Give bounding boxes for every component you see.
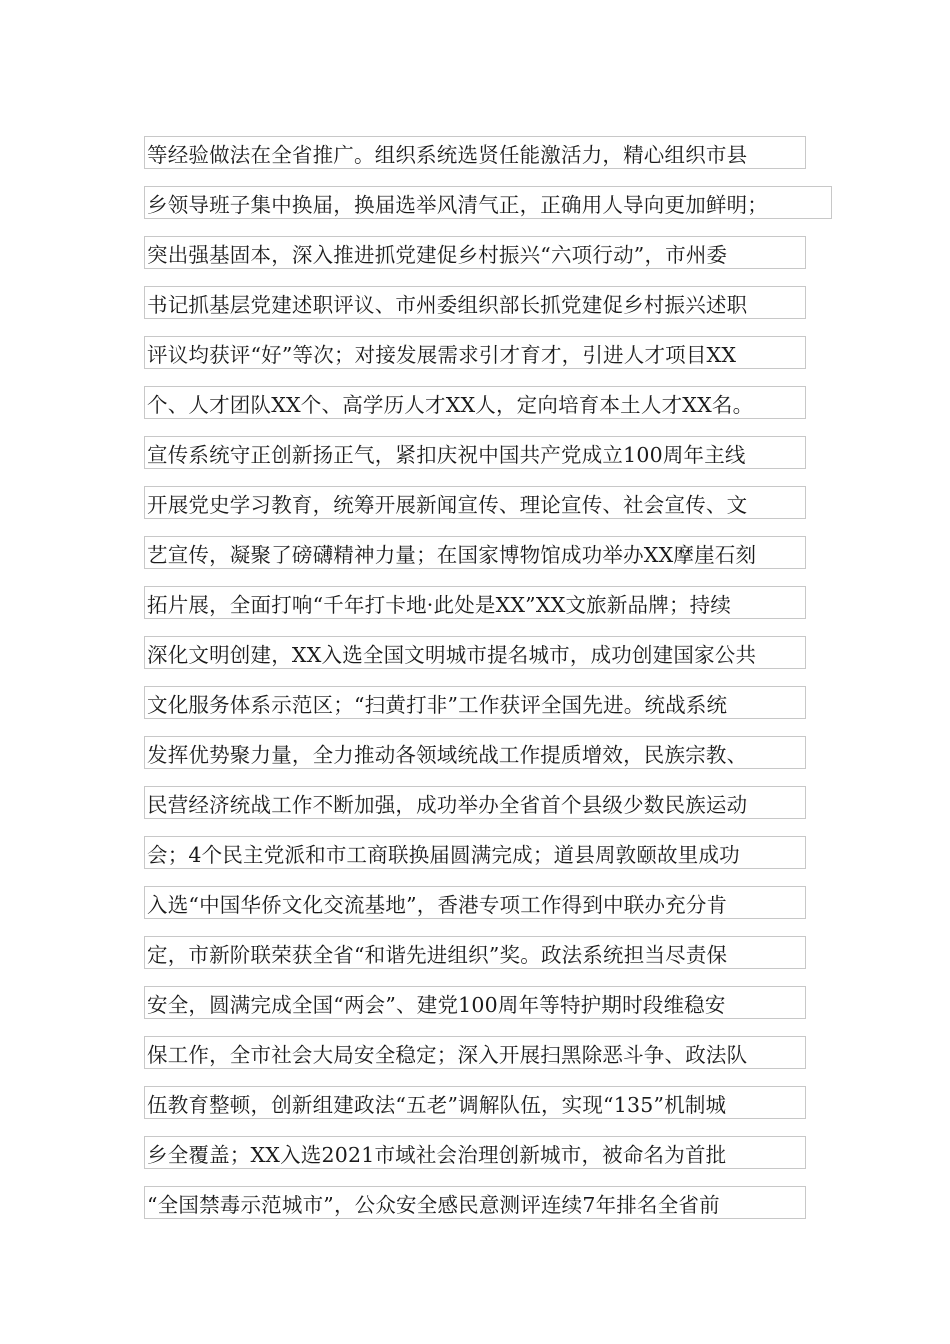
text-line: [144, 1178, 844, 1228]
body-text: [144, 128, 844, 1228]
text-line-content: 伍教育整顿，创新组建政法“五老”调解队伍，实现“135”机制城: [144, 1086, 806, 1119]
text-line-content: 书记抓基层党建述职评议、市州委组织部长抓党建促乡村振兴述职: [144, 286, 806, 319]
text-line: [144, 578, 844, 628]
text-line: [144, 1028, 844, 1078]
text-line: [144, 778, 844, 828]
text-line-content: 保工作，全市社会大局安全稳定；深入开展扫黑除恶斗争、政法队: [144, 1036, 806, 1069]
text-line-content: 发挥优势聚力量，全力推动各领域统战工作提质增效，民族宗教、: [144, 736, 806, 769]
text-line-content: 民营经济统战工作不断加强，成功举办全省首个县级少数民族运动: [144, 786, 806, 819]
text-line-content: 个、人才团队XX个、高学历人才XX人，定向培育本土人才XX名。: [144, 386, 806, 419]
text-line: [144, 528, 844, 578]
text-line-content: 深化文明创建，XX入选全国文明城市提名城市，成功创建国家公共: [144, 636, 806, 669]
text-line: [144, 378, 844, 428]
text-line: [144, 628, 844, 678]
text-line-content: 安全，圆满完成全国“两会”、建党100周年等特护期时段维稳安: [144, 986, 806, 1019]
text-line-content: 会；4个民主党派和市工商联换届圆满完成；道县周敦颐故里成功: [144, 836, 806, 869]
text-line: [144, 728, 844, 778]
text-line: [144, 828, 844, 878]
text-line-content: 乡全覆盖；XX入选2021市域社会治理创新城市，被命名为首批: [144, 1136, 806, 1169]
text-line: [144, 128, 844, 178]
text-line-content: “全国禁毒示范城市”，公众安全感民意测评连续7年排名全省前: [144, 1186, 806, 1219]
text-line-content: 突出强基固本，深入推进抓党建促乡村振兴“六项行动”，市州委: [144, 236, 806, 269]
text-line-content: 定，市新阶联荣获全省“和谐先进组织”奖。政法系统担当尽责保: [144, 936, 806, 969]
text-line-content: 乡领导班子集中换届，换届选举风清气正，正确用人导向更加鲜明；: [144, 186, 832, 219]
text-line: [144, 1078, 844, 1128]
text-line: [144, 678, 844, 728]
text-line: [144, 978, 844, 1028]
text-line: [144, 1128, 844, 1178]
text-line: [144, 278, 844, 328]
text-line-content: 宣传系统守正创新扬正气，紧扣庆祝中国共产党成立100周年主线: [144, 436, 806, 469]
text-line: [144, 228, 844, 278]
text-line-content: 评议均获评“好”等次；对接发展需求引才育才，引进人才项目XX: [144, 336, 806, 369]
text-line: [144, 478, 844, 528]
text-line-content: 等经验做法在全省推广。组织系统选贤任能激活力，精心组织市县: [144, 136, 806, 169]
text-line-content: 艺宣传，凝聚了磅礴精神力量；在国家博物馆成功举办XX摩崖石刻: [144, 536, 806, 569]
text-line: [144, 328, 844, 378]
text-line-content: 文化服务体系示范区；“扫黄打非”工作获评全国先进。统战系统: [144, 686, 806, 719]
text-line-content: 开展党史学习教育，统筹开展新闻宣传、理论宣传、社会宣传、文: [144, 486, 806, 519]
text-line: [144, 428, 844, 478]
text-line: [144, 878, 844, 928]
text-line: [144, 928, 844, 978]
text-line-content: 拓片展，全面打响“千年打卡地·此处是XX”XX文旅新品牌；持续: [144, 586, 806, 619]
text-line-content: 入选“中国华侨文化交流基地”，香港专项工作得到中联办充分肯: [144, 886, 806, 919]
text-line: [144, 178, 844, 228]
